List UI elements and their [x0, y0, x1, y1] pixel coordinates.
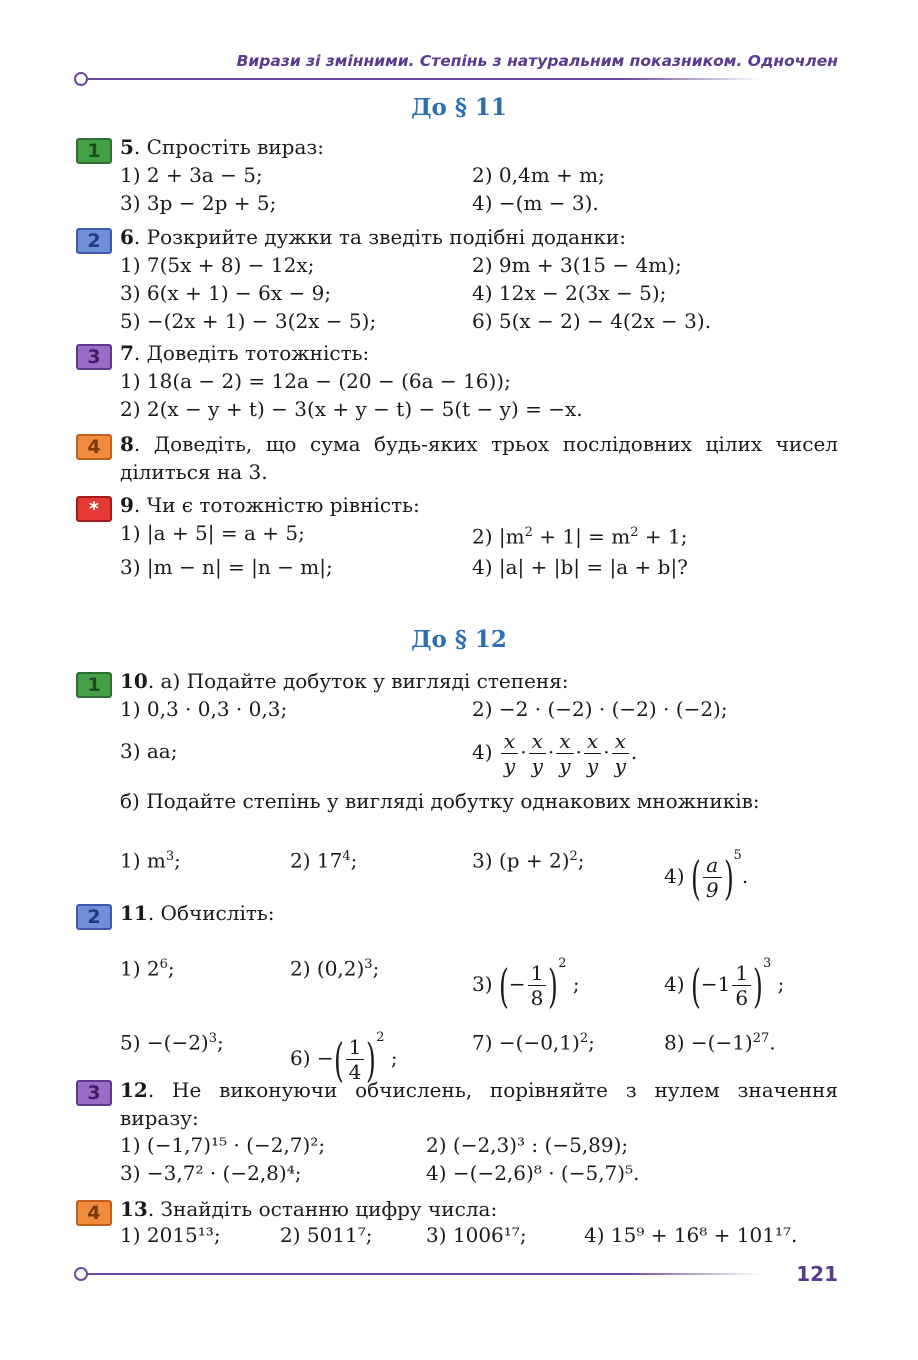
answer-option: 1) 0,3 · 0,3 · 0,3;	[120, 697, 288, 721]
problem-5: 5. Спростіть вираз:	[120, 135, 325, 159]
problem-7: 7. Доведіть тотожність:	[120, 341, 370, 365]
answer-option: 2) −2 · (−2) · (−2) · (−2);	[472, 697, 728, 721]
problem-12: 12. Не виконуючи обчислень, порівняйте з нулем значення виразу:	[120, 1078, 838, 1130]
problem-13: 13. Знайдіть останню цифру числа:	[120, 1197, 498, 1221]
answer-option: 4) 12x − 2(3x − 5);	[472, 281, 667, 305]
answer-option: 4) ( $\frac{a}{9}$ )$^5$.	[664, 848, 749, 905]
level-badge-4: 4	[76, 1200, 112, 1226]
problem-10: 10. а) Подайте добуток у вигляді степеня:	[120, 669, 569, 693]
answer-option: 5) −(2x + 1) − 3(2x − 5);	[120, 309, 377, 333]
level-badge-4: 4	[76, 434, 112, 460]
answer-option: 3) |m − n| = |n − m|;	[120, 555, 333, 579]
header-title: Вирази зі змінними. Степінь з натуральним показником. Одночлен	[236, 52, 838, 70]
answer-option: 3) 1006¹⁷;	[426, 1223, 527, 1247]
fraction: $\frac{x}{y}$	[501, 729, 518, 778]
footer-rule-dot	[74, 1267, 88, 1281]
fraction: $\frac{x}{y}$	[529, 729, 546, 778]
level-badge-3: 3	[76, 344, 112, 370]
answer-option: 6) 5(x − 2) − 4(2x − 3).	[472, 309, 712, 333]
level-badge-3: 3	[76, 1080, 112, 1106]
answer-option: 3) aa;	[120, 739, 178, 763]
problem-9: 9. Чи є тотожністю рівність:	[120, 493, 420, 517]
answer-option: 4) −(−2,6)⁸ · (−5,7)⁵.	[426, 1161, 640, 1185]
section-title: До § 12	[411, 626, 507, 653]
answer-option: 3) 6(x + 1) − 6x − 9;	[120, 281, 332, 305]
answer-option: $8) -(-1)^{27}$.	[664, 1030, 776, 1055]
answer-option: 4) (−1 $\frac{1}{6}$ )$^3$ ;	[664, 956, 785, 1013]
fraction: $\frac{x}{y}$	[612, 729, 629, 778]
answer-option: $7) -(-0,1)^2$;	[472, 1030, 595, 1055]
section-title: До § 11	[411, 94, 507, 121]
page-number: 121	[796, 1262, 838, 1286]
header-rule	[82, 78, 762, 80]
answer-option: 2) $(0,2)^3$;	[290, 956, 380, 981]
fraction: $\frac{x}{y}$	[584, 729, 601, 778]
answer-option: 4) 15⁹ + 16⁸ + 101¹⁷.	[584, 1223, 798, 1247]
answer-option: 2) $|m^2 + 1| = m^2 + 1$;	[472, 524, 688, 549]
answer-option: 2) 0,4m + m;	[472, 163, 605, 187]
level-badge-1: 1	[76, 138, 112, 164]
answer-option: 1) $2^6$;	[120, 956, 175, 981]
problem-6: 6. Розкрийте дужки та зведіть подібні доданки:	[120, 225, 627, 249]
answer-option: 3) $(p + 2)^2$;	[472, 848, 585, 873]
answer-option: 2) 2(x − y + t) − 3(x + y − t) − 5(t − y) = −x.	[120, 397, 583, 421]
answer-option: $5) -(-2)^3$;	[120, 1030, 224, 1055]
header-rule-dot	[74, 72, 88, 86]
answer-option: 1) |a + 5| = a + 5;	[120, 521, 305, 545]
answer-option: 2) (−2,3)³ : (−5,89);	[426, 1133, 629, 1157]
answer-option: 1) 18(a − 2) = 12a − (20 − (6a − 16));	[120, 369, 511, 393]
answer-option: 2) 5011⁷;	[280, 1223, 373, 1247]
page-header	[0, 48, 918, 88]
problem-8: 8. Доведіть, що сума будь-яких трьох послідовних цілих чисел ділиться на 3.	[120, 432, 838, 484]
answer-option: 1) 2 + 3a − 5;	[120, 163, 263, 187]
level-badge-2: 2	[76, 904, 112, 930]
answer-option: 1) 7(5x + 8) − 12x;	[120, 253, 315, 277]
answer-option: 3) −3,7² · (−2,8)⁴;	[120, 1161, 302, 1185]
answer-option: 4) −(m − 3).	[472, 191, 599, 215]
answer-option: 1) (−1,7)¹⁵ · (−2,7)²;	[120, 1133, 326, 1157]
level-badge-2: 2	[76, 228, 112, 254]
fraction: $\frac{x}{y}$	[556, 729, 573, 778]
answer-option: 2) 9m + 3(15 − 4m);	[472, 253, 682, 277]
footer-rule	[82, 1273, 762, 1275]
answer-option: 4) |a| + |b| = |a + b|?	[472, 555, 688, 579]
level-badge-1: 1	[76, 672, 112, 698]
answer-option: 3) 3p − 2p + 5;	[120, 191, 277, 215]
answer-option: 4) $\frac{x}{y}$ · $\frac{x}{y}$ · $\frac{x}{y}$ · $\frac{x}{y}$ · $\frac{x}{y}$ .	[472, 729, 638, 778]
answer-option: 1) 2015¹³;	[120, 1223, 221, 1247]
answer-option: 1) $m^3$;	[120, 848, 181, 873]
answer-option: 6) −( $\frac{1}{4}$ )$^2$ ;	[290, 1030, 398, 1087]
level-badge-star: *	[76, 496, 112, 522]
problem-11: 11. Обчисліть:	[120, 901, 275, 925]
answer-option: 2) $17^4$;	[290, 848, 358, 873]
problem-10b: б) Подайте степінь у вигляді добутку однакових множників:	[120, 789, 760, 813]
answer-option: 3) (− $\frac{1}{8}$ )$^2$ ;	[472, 956, 580, 1013]
